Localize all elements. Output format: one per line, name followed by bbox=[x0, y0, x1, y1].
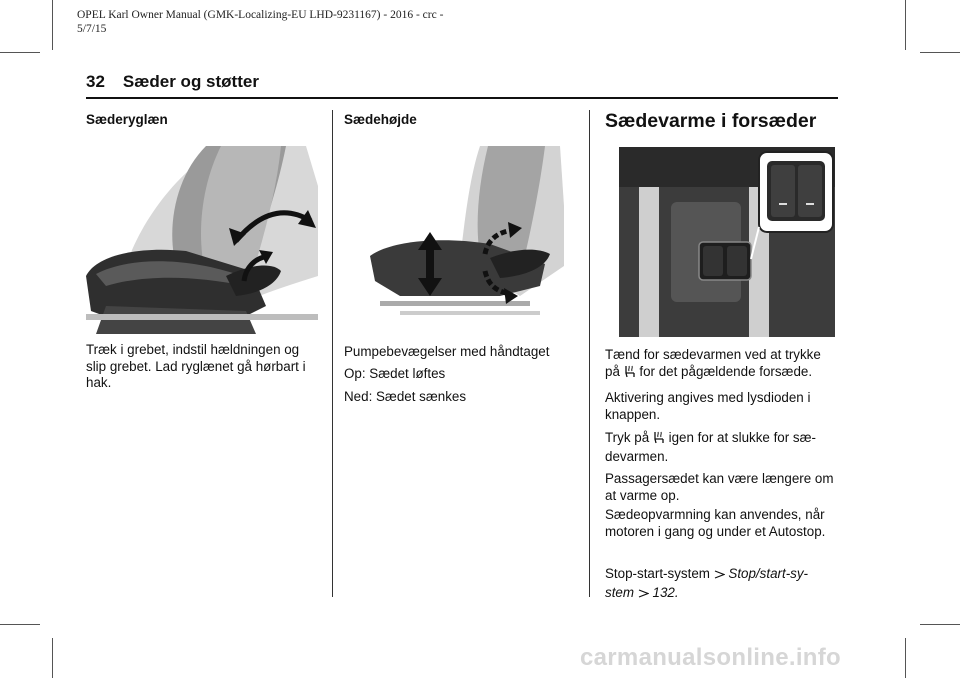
backrest-illustration bbox=[86, 146, 318, 334]
stop-start-link-cont[interactable]: stem bbox=[605, 584, 635, 600]
section-heading-seat-height: Sædehøjde bbox=[344, 112, 417, 127]
seat-heating-p6 bbox=[605, 566, 845, 603]
backrest-instructions: Træk i grebet, indstil hældningen og slip grebet. Lad ryglænet gå hørbart i hak. bbox=[86, 342, 306, 390]
stop-start-text: Stop-start-system bbox=[605, 566, 710, 581]
watermark: carmanualsonline.info bbox=[580, 644, 842, 671]
section-heading-backrest: Sæderyglæn bbox=[86, 112, 168, 127]
page-ref-arrow-icon bbox=[714, 568, 725, 585]
stop-start-link[interactable]: Stop/start-sy- bbox=[728, 566, 809, 581]
page-heading bbox=[86, 72, 259, 92]
heading-rule bbox=[86, 97, 838, 99]
seat-heating-p4: Passagersædet kan være længere om at varme op. bbox=[605, 471, 834, 503]
print-header-line1: OPEL Karl Owner Manual (GMK-Localizing-EU LHD-9231167) - 2016 - crc - bbox=[77, 9, 444, 21]
seat-heating-p1 bbox=[605, 347, 841, 382]
crop-mark bbox=[905, 0, 906, 50]
seat-heating-p3-line2: devarmen. bbox=[605, 448, 669, 464]
seat-heating-p2: Aktivering angives med lysdioden i knappen. bbox=[605, 390, 811, 422]
seat-heating-illustration bbox=[619, 147, 835, 337]
page-ref-number[interactable]: 132. bbox=[652, 584, 679, 600]
column-divider bbox=[589, 110, 590, 597]
seat-height-illustration bbox=[370, 146, 564, 322]
seat-height-p1: Pumpebevægelser med håndtaget bbox=[344, 344, 550, 359]
seat-height-down: Ned: Sædet sænkes bbox=[344, 389, 467, 404]
seat-heating-p3-post: igen for at slukke for sæ- bbox=[668, 430, 816, 445]
seat-heating-p3-pre: Tryk på bbox=[605, 430, 650, 445]
crop-mark bbox=[920, 52, 960, 53]
crop-mark bbox=[920, 624, 960, 625]
page-title: Sæder og støtter bbox=[122, 72, 259, 91]
crop-mark bbox=[905, 638, 906, 678]
page-ref-arrow-icon bbox=[638, 587, 649, 604]
page-number: 32 bbox=[86, 72, 105, 91]
print-header bbox=[77, 8, 443, 36]
print-header-line2: 5/7/15 bbox=[77, 23, 107, 35]
crop-mark bbox=[52, 0, 53, 50]
seat-heating-p1-line1: Tænd for sædevarmen ved at trykke bbox=[605, 347, 821, 362]
seat-height-up: Op: Sædet løftes bbox=[344, 366, 446, 381]
seat-heating-p3 bbox=[605, 430, 841, 465]
seat-heating-p5: Sædeopvarmning kan anvendes, når motoren i gang og under et Autostop. bbox=[605, 507, 826, 539]
seat-heat-icon bbox=[653, 431, 665, 449]
seat-heating-p1-pre: på bbox=[605, 363, 620, 379]
seat-heating-p1-post: for det pågældende forsæde. bbox=[639, 363, 813, 379]
crop-mark bbox=[52, 638, 53, 678]
column-divider bbox=[332, 110, 333, 597]
section-heading-seat-heating: Sædevarme i forsæder bbox=[605, 110, 817, 132]
crop-mark bbox=[0, 52, 40, 53]
seat-heat-icon bbox=[624, 365, 636, 383]
crop-mark bbox=[0, 624, 40, 625]
